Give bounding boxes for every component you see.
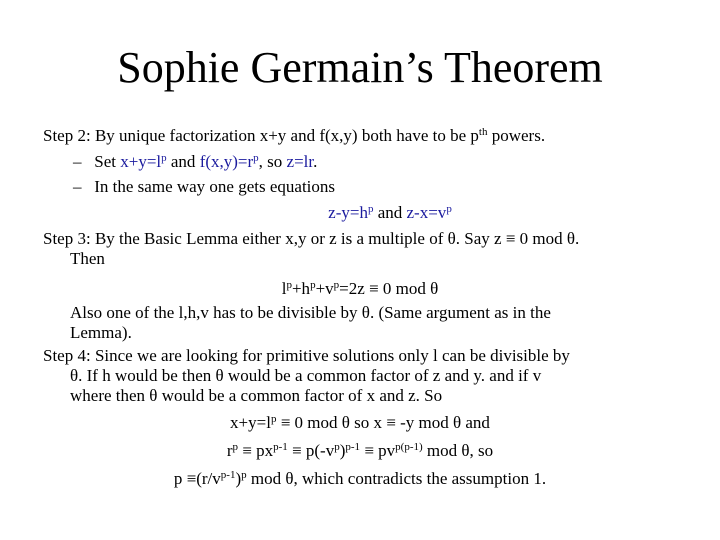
step2-equations: $z-y=h^p$ and $z-x=v^p$	[328, 203, 452, 222]
step3-also-1: Also one of the l,h,v has to be divisible by θ. (Same argument as in the	[70, 303, 551, 322]
step4-line-2: θ. If h would be then θ would be a common factor of z and y. and if v	[70, 366, 542, 385]
slide-title: Sophie Germain’s Theorem	[117, 43, 603, 92]
eq-x-plus-y: $x+y=l^p$	[120, 152, 167, 171]
step4-equation-3: $p \equiv(r/v^{p-1})^p$ mod θ, which contradicts the assumption 1.	[173, 469, 547, 488]
eq-f-xy: $f(x,y)=r^p$	[199, 152, 259, 171]
step4-equation-1: $x+y=l^p \equiv 0$ mod θ so x ≡ -y mod θ and	[230, 413, 490, 432]
step4-line-1: Step 4: Since we are looking for primitive solutions only l can be divisible by	[43, 346, 570, 365]
step4-equation-2: $r^p \equiv px^{p-1} \equiv p(-v^p)^{p-1} \equiv pv^{p(p-1)}$ mod θ, so	[226, 441, 494, 460]
step2-bullet-1: – Set $x+y=l^p$ and $f(x,y)=r^p$, so z=lr.	[73, 152, 318, 171]
step4-line-3: where then θ would be a common factor of x and z. So	[70, 386, 443, 405]
step3-also-2: Lemma).	[70, 323, 132, 342]
eq-z-lr: z=lr	[286, 152, 314, 171]
step2-line: Step 2: By unique factorization x+y and f(x,y) both have to be $p^{th}$ powers.	[43, 126, 546, 145]
step3-line-2: Then	[70, 249, 105, 268]
step3-equation: $l^p+h^p+v^p=2z \equiv 0$ mod θ	[281, 279, 439, 298]
eq-z-minus-y: $z-y=h^p$	[328, 203, 374, 222]
step3-line-1: Step 3: By the Basic Lemma either x,y or z is a multiple of θ. Say z ≡ 0 mod θ.	[43, 229, 580, 248]
step2-bullet-2: – In the same way one gets equations	[73, 177, 336, 196]
eq-z-minus-x: $z-x=v^p$	[406, 203, 452, 222]
